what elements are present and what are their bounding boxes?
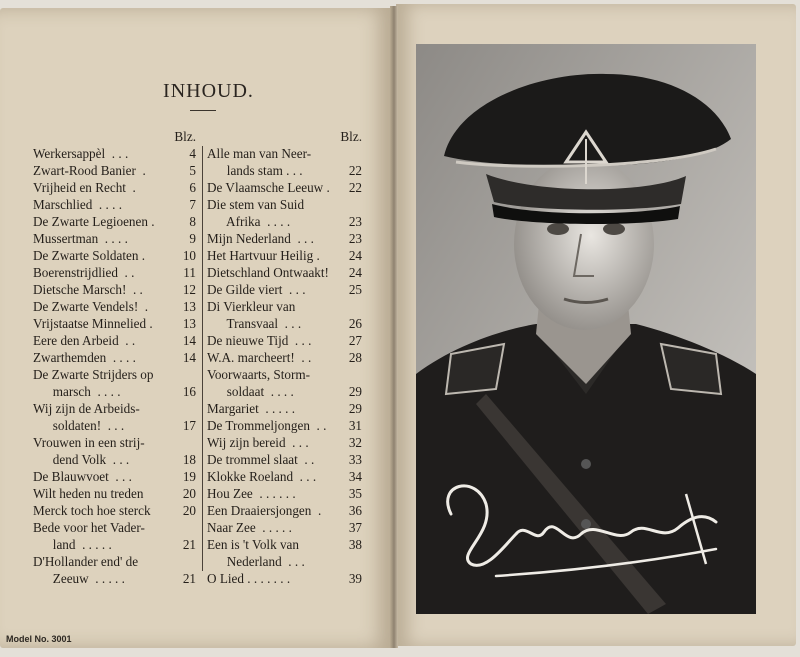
toc-entry <box>207 434 362 451</box>
toc-title: INHOUD. <box>163 80 254 102</box>
toc-entry <box>207 468 362 485</box>
toc-entry-title: lands stam . . . <box>207 163 303 178</box>
toc-entry-title: Bede voor het Vader- <box>33 520 145 535</box>
toc-entry <box>33 298 196 315</box>
toc-entry-page: 26 <box>348 316 362 331</box>
title-rule <box>190 110 216 111</box>
toc-entry <box>33 281 196 298</box>
toc-entry-page: 24 <box>348 265 362 280</box>
toc-entry-page: 21 <box>182 537 196 552</box>
toc-entry-title: De Blauwvoet . . . <box>33 469 132 484</box>
toc-entry-page: 27 <box>348 333 362 348</box>
toc-entry-page: 7 <box>189 197 196 212</box>
toc-entry <box>33 434 196 451</box>
toc-entry-title: De Zwarte Strijders op <box>33 367 154 382</box>
toc-entry <box>207 519 362 536</box>
toc-entry-title: soldaat . . . . <box>207 384 294 399</box>
toc-entry-title: Dietsche Marsch! . . <box>33 282 143 297</box>
toc-entry <box>33 536 196 553</box>
toc-entry-title: Werkersappèl . . . <box>33 146 129 161</box>
toc-entry <box>207 230 362 247</box>
toc-entry <box>207 179 362 196</box>
toc-entry-title: Boerenstrijdlied . . <box>33 265 135 280</box>
toc-entry <box>33 502 196 519</box>
toc-entry <box>207 417 362 434</box>
toc-entry-title: Voorwaarts, Storm- <box>207 367 311 382</box>
toc-entry <box>33 247 196 264</box>
toc-entry-title: Wij zijn de Arbeids- <box>33 401 140 416</box>
toc-entry <box>207 196 362 213</box>
toc-entry <box>207 315 362 332</box>
toc-entry-page: 5 <box>189 163 196 178</box>
toc-entry <box>207 366 362 383</box>
toc-entry <box>207 349 362 366</box>
toc-entry-page: 22 <box>348 180 362 195</box>
toc-entry-page: 13 <box>182 316 196 331</box>
toc-entry-title: O Lied . . . . . . . <box>207 571 291 586</box>
toc-entry-title: Vrijheid en Recht . <box>33 180 136 195</box>
portrait-illustration <box>416 44 756 614</box>
toc-entry <box>207 383 362 400</box>
toc-right-column <box>207 128 362 587</box>
toc-entry-page: 23 <box>348 231 362 246</box>
toc-entry-page: 16 <box>182 384 196 399</box>
toc-entry <box>33 162 196 179</box>
blz-label-right: Blz. <box>340 129 362 144</box>
toc-entry-page: 36 <box>348 503 362 518</box>
toc-entry <box>207 502 362 519</box>
toc-entry <box>33 179 196 196</box>
toc-entry <box>207 213 362 230</box>
toc-entry <box>207 298 362 315</box>
toc-entry-title: Di Vierkleur van <box>207 299 296 314</box>
toc-entry-page: 14 <box>182 350 196 365</box>
toc-entry-title: D'Hollander end' de <box>33 554 139 569</box>
toc-entry-page: 37 <box>348 520 362 535</box>
toc-entry-title: Hou Zee . . . . . . <box>207 486 296 501</box>
toc-entry <box>207 247 362 264</box>
toc-entry-title: Merck toch hoe sterck <box>33 503 151 518</box>
toc-entry-page: 9 <box>189 231 196 246</box>
toc-entry <box>33 485 196 502</box>
toc-entry-title: land . . . . . <box>33 537 112 552</box>
toc-entry-page: 14 <box>182 333 196 348</box>
toc-entry-page: 33 <box>348 452 362 467</box>
toc-entry-title: Klokke Roeland . . . <box>207 469 317 484</box>
toc-entry-page: 4 <box>189 146 196 161</box>
portrait-photo <box>416 44 756 614</box>
toc-entry-title: Het Hartvuur Heilig . <box>207 248 320 263</box>
toc-entry <box>33 332 196 349</box>
toc-entry <box>33 570 196 587</box>
toc-entry-title: Mussertman . . . . <box>33 231 128 246</box>
toc-entry <box>33 417 196 434</box>
toc-entry <box>33 366 196 383</box>
toc-entry-page: 35 <box>348 486 362 501</box>
toc-entry-page: 19 <box>182 469 196 484</box>
toc-entry <box>207 332 362 349</box>
toc-entry <box>33 519 196 536</box>
toc-entry-title: Eere den Arbeid . . <box>33 333 136 348</box>
blz-label-left: Blz. <box>174 129 196 144</box>
toc-entry-title: Afrika . . . . <box>207 214 291 229</box>
toc-left-column <box>33 128 196 587</box>
toc-entry <box>33 468 196 485</box>
toc-entry-page: 17 <box>182 418 196 433</box>
toc-entry-title: Vrijstaatse Minnelied . <box>33 316 153 331</box>
toc-entry <box>207 451 362 468</box>
toc-entry <box>207 570 362 587</box>
toc-entry-title: Zeeuw . . . . . <box>33 571 125 586</box>
toc-entry-page: 24 <box>348 248 362 263</box>
toc-entry <box>33 196 196 213</box>
toc-entry <box>33 553 196 570</box>
toc-entry-title: De Zwarte Vendels! . <box>33 299 149 314</box>
toc-entry-title: Mijn Nederland . . . <box>207 231 314 246</box>
toc-entry-page: 6 <box>189 180 196 195</box>
toc-entry-title: Zwarthemden . . . . <box>33 350 136 365</box>
toc-entry-title: Transvaal . . . <box>207 316 302 331</box>
toc-entry-title: De Trommeljongen . . <box>207 418 327 433</box>
toc-entry-page: 23 <box>348 214 362 229</box>
toc-entry <box>207 536 362 553</box>
model-number: Model No. 3001 <box>6 634 72 644</box>
toc-entry-page: 8 <box>189 214 196 229</box>
toc-entry-page: 12 <box>182 282 196 297</box>
toc-entry <box>207 400 362 417</box>
toc-entry <box>207 264 362 281</box>
toc-entry-page: 28 <box>348 350 362 365</box>
toc-entry-title: Naar Zee . . . . . <box>207 520 292 535</box>
toc-entry-title: Alle man van Neer- <box>207 146 312 161</box>
toc-entry-title: De nieuwe Tijd . . . <box>207 333 312 348</box>
toc-entry-title: Nederland . . . <box>207 554 305 569</box>
toc-entry <box>33 349 196 366</box>
toc-entry-title: De Zwarte Legioenen . <box>33 214 155 229</box>
toc-entry-title: Die stem van Suid <box>207 197 305 212</box>
toc-entry-page: 10 <box>182 248 196 263</box>
toc-entry-title: De Vlaamsche Leeuw . <box>207 180 330 195</box>
toc-entry-title: dend Volk . . . <box>33 452 130 467</box>
toc-entry <box>33 451 196 468</box>
toc-entry <box>207 281 362 298</box>
toc-entry-page: 25 <box>348 282 362 297</box>
toc-entry-title: De trommel slaat . . <box>207 452 315 467</box>
toc-entry-page: 39 <box>348 571 362 586</box>
toc-entry-page: 22 <box>348 163 362 178</box>
toc-entry-page: 21 <box>182 571 196 586</box>
toc-entry-page: 38 <box>348 537 362 552</box>
toc-entry-page: 34 <box>348 469 362 484</box>
toc-entry <box>33 400 196 417</box>
toc-entry-title: Marschlied . . . . <box>33 197 122 212</box>
toc-entry-title: De Zwarte Soldaten . <box>33 248 146 263</box>
toc-entry <box>33 315 196 332</box>
toc-entry-title: soldaten! . . . <box>33 418 125 433</box>
toc-entry <box>207 162 362 179</box>
toc-entry <box>33 145 196 162</box>
toc-entry <box>33 264 196 281</box>
toc-entry-title: Een is 't Volk van <box>207 537 300 552</box>
toc-entry-title: marsch . . . . <box>33 384 121 399</box>
column-divider <box>202 146 203 571</box>
toc-entry-page: 20 <box>182 503 196 518</box>
toc-entry-title: W.A. marcheert! . . <box>207 350 312 365</box>
toc-entry-title: Een Draaiersjongen . <box>207 503 322 518</box>
toc-entry-title: Wij zijn bereid . . . <box>207 435 309 450</box>
toc-entry-page: 20 <box>182 486 196 501</box>
toc-entry <box>33 230 196 247</box>
toc-entry-page: 29 <box>348 384 362 399</box>
toc-entry-page: 29 <box>348 401 362 416</box>
toc-entry <box>207 485 362 502</box>
toc-entry-page: 31 <box>348 418 362 433</box>
toc-entry-title: Margariet . . . . . <box>207 401 296 416</box>
toc-entry <box>33 383 196 400</box>
toc-entry-title: Wilt heden nu treden <box>33 486 144 501</box>
toc-entry-title: Dietschland Ontwaakt! <box>207 265 329 280</box>
toc-entry-page: 32 <box>348 435 362 450</box>
toc-entry-title: De Gilde viert . . . <box>207 282 306 297</box>
toc-entry-page: 13 <box>182 299 196 314</box>
toc-entry <box>207 145 362 162</box>
toc-entry <box>207 553 362 570</box>
toc-entry-title: Zwart-Rood Banier . <box>33 163 146 178</box>
toc-entry-page: 11 <box>183 265 196 280</box>
toc-entry-title: Vrouwen in een strij- <box>33 435 145 450</box>
toc-entry <box>33 213 196 230</box>
toc-entry-page: 18 <box>182 452 196 467</box>
